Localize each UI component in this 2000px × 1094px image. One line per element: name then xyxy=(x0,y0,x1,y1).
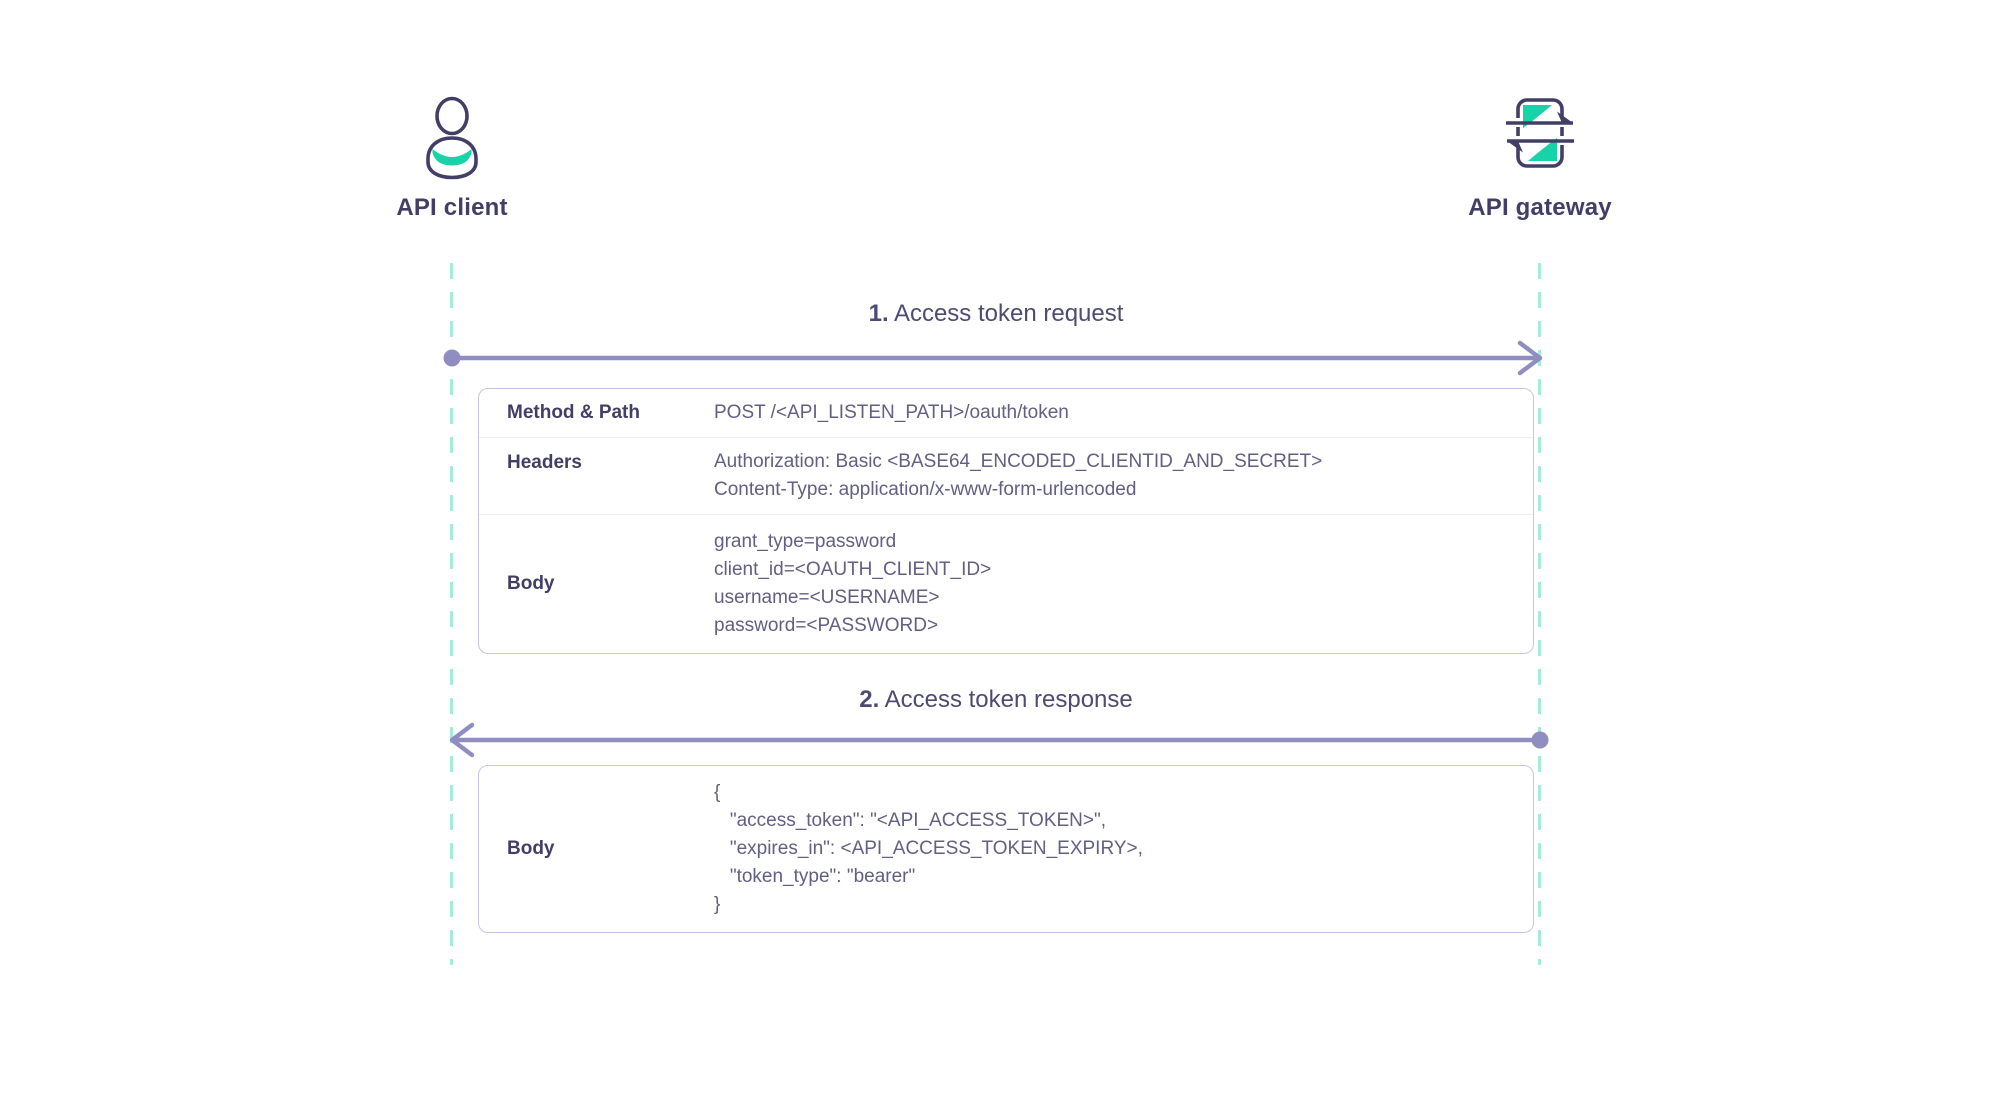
value-line: { xyxy=(714,782,721,803)
row-value xyxy=(714,438,1533,514)
value-line: grant_type=password xyxy=(714,531,897,552)
row-value xyxy=(714,515,1533,653)
message-2-text: Access token response xyxy=(884,686,1133,713)
actor-label-api-gateway: API gateway xyxy=(1468,194,1612,221)
row-value xyxy=(714,389,1533,437)
row-label: Method & Path xyxy=(507,402,640,423)
row-label: Body xyxy=(507,838,555,859)
actor-api-gateway xyxy=(1410,92,1670,222)
table-row-body xyxy=(479,766,1533,932)
gateway-icon xyxy=(1410,92,1670,182)
row-value xyxy=(714,766,1533,932)
row-label: Headers xyxy=(507,452,582,473)
row-label: Body xyxy=(507,573,555,594)
message-1-text: Access token request xyxy=(893,300,1124,327)
actor-api-client xyxy=(322,92,582,222)
value-line: "access_token": "<API_ACCESS_TOKEN>", xyxy=(714,810,1107,831)
message-1-arrow-right xyxy=(440,338,1552,378)
value-line: password=<PASSWORD> xyxy=(714,615,939,636)
message-1-number: 1. xyxy=(868,300,889,327)
response-detail-table xyxy=(478,765,1534,933)
table-row-headers xyxy=(479,438,1533,515)
request-detail-table xyxy=(478,388,1534,654)
message-2-arrow-left xyxy=(440,720,1552,760)
value-line: } xyxy=(714,894,721,915)
message-2-number: 2. xyxy=(859,686,880,713)
table-row-body xyxy=(479,515,1533,653)
message-1-label xyxy=(452,300,1540,328)
value-line: client_id=<OAUTH_CLIENT_ID> xyxy=(714,559,992,580)
actor-label-api-client: API client xyxy=(396,194,508,221)
value-line: Content-Type: application/x-www-form-urlencoded xyxy=(714,479,1137,500)
value-line: "token_type": "bearer" xyxy=(714,866,916,887)
value-line: username=<USERNAME> xyxy=(714,587,940,608)
value-line: POST /<API_LISTEN_PATH>/oauth/token xyxy=(714,402,1069,423)
value-line: Authorization: Basic <BASE64_ENCODED_CLIENTID_AND_SECRET> xyxy=(714,451,1323,472)
user-icon xyxy=(322,92,582,182)
table-row-method-path xyxy=(479,389,1533,438)
value-line: "expires_in": <API_ACCESS_TOKEN_EXPIRY>, xyxy=(714,838,1143,859)
message-2-label xyxy=(452,686,1540,714)
